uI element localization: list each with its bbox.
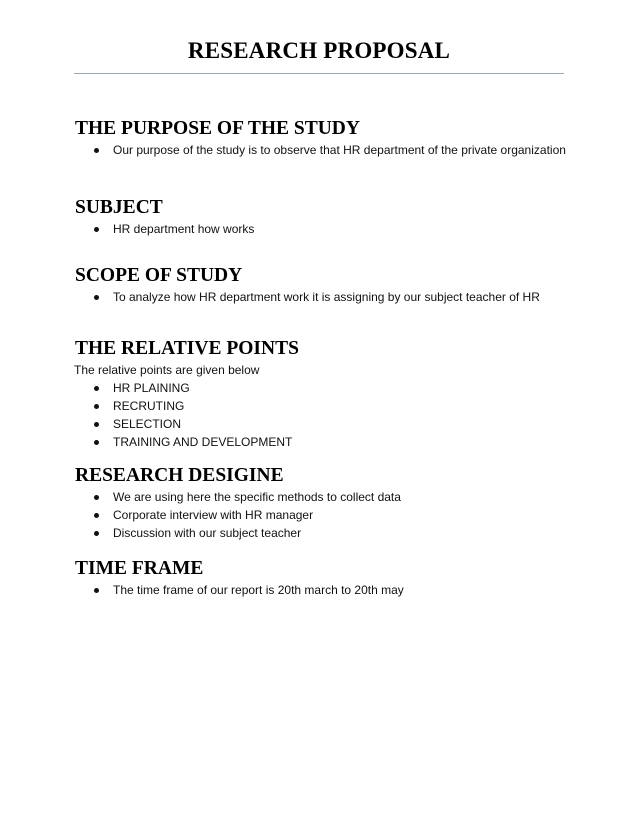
list-item xyxy=(75,141,575,159)
bullet-icon xyxy=(94,148,99,153)
section-heading: THE PURPOSE OF THE STUDY xyxy=(75,118,360,139)
bullet-icon xyxy=(94,422,99,427)
section-heading: SCOPE OF STUDY xyxy=(75,265,243,286)
list-item-text: Our purpose of the study is to observe that HR department of the private organization xyxy=(113,143,566,157)
bullet-icon xyxy=(94,513,99,518)
section-heading: RESEARCH DESIGINE xyxy=(75,465,284,486)
bullet-list xyxy=(75,288,575,306)
bullet-list xyxy=(75,488,575,542)
list-item-text: HR PLAINING xyxy=(113,381,190,395)
bullet-icon xyxy=(94,495,99,500)
list-item xyxy=(75,415,575,433)
section-heading: THE RELATIVE POINTS xyxy=(75,338,299,359)
list-item-text: SELECTION xyxy=(113,417,182,431)
list-item-text: To analyze how HR department work it is assigning by our subject teacher of HR xyxy=(113,290,540,304)
bullet-icon xyxy=(94,227,99,232)
list-item xyxy=(75,581,575,599)
list-item-text: RECRUTING xyxy=(113,399,185,413)
bullet-icon xyxy=(94,588,99,593)
title-underline xyxy=(74,73,564,74)
list-item xyxy=(75,220,575,238)
list-item xyxy=(75,379,575,397)
section-heading: SUBJECT xyxy=(75,197,163,218)
bullet-list xyxy=(75,141,575,159)
section-purpose xyxy=(75,117,575,159)
section-research-design xyxy=(75,464,575,542)
bullet-icon xyxy=(94,295,99,300)
list-item xyxy=(75,488,575,506)
list-item xyxy=(75,397,575,415)
section-subject xyxy=(75,196,575,238)
bullet-list xyxy=(75,220,575,238)
list-item xyxy=(75,506,575,524)
section-intro: The relative points are given below xyxy=(74,363,260,377)
bullet-icon xyxy=(94,386,99,391)
list-item-text: Discussion with our subject teacher xyxy=(113,526,302,540)
list-item-text: The time frame of our report is 20th march to 20th may xyxy=(113,583,404,597)
list-item-text: Corporate interview with HR manager xyxy=(113,508,314,522)
bullet-icon xyxy=(94,440,99,445)
section-heading: TIME FRAME xyxy=(75,558,204,579)
section-time-frame xyxy=(75,557,575,599)
section-relative-points xyxy=(75,337,575,451)
list-item-text: We are using here the specific methods to collect data xyxy=(113,490,401,504)
list-item xyxy=(75,524,575,542)
bullet-icon xyxy=(94,531,99,536)
list-item xyxy=(75,288,575,306)
bullet-list xyxy=(75,379,575,451)
list-item-text: TRAINING AND DEVELOPMENT xyxy=(113,435,293,449)
section-scope xyxy=(75,264,575,306)
bullet-icon xyxy=(94,404,99,409)
document-title: RESEARCH PROPOSAL xyxy=(187,38,451,63)
list-item-text: HR department how works xyxy=(113,222,255,236)
bullet-list xyxy=(75,581,575,599)
list-item xyxy=(75,433,575,451)
